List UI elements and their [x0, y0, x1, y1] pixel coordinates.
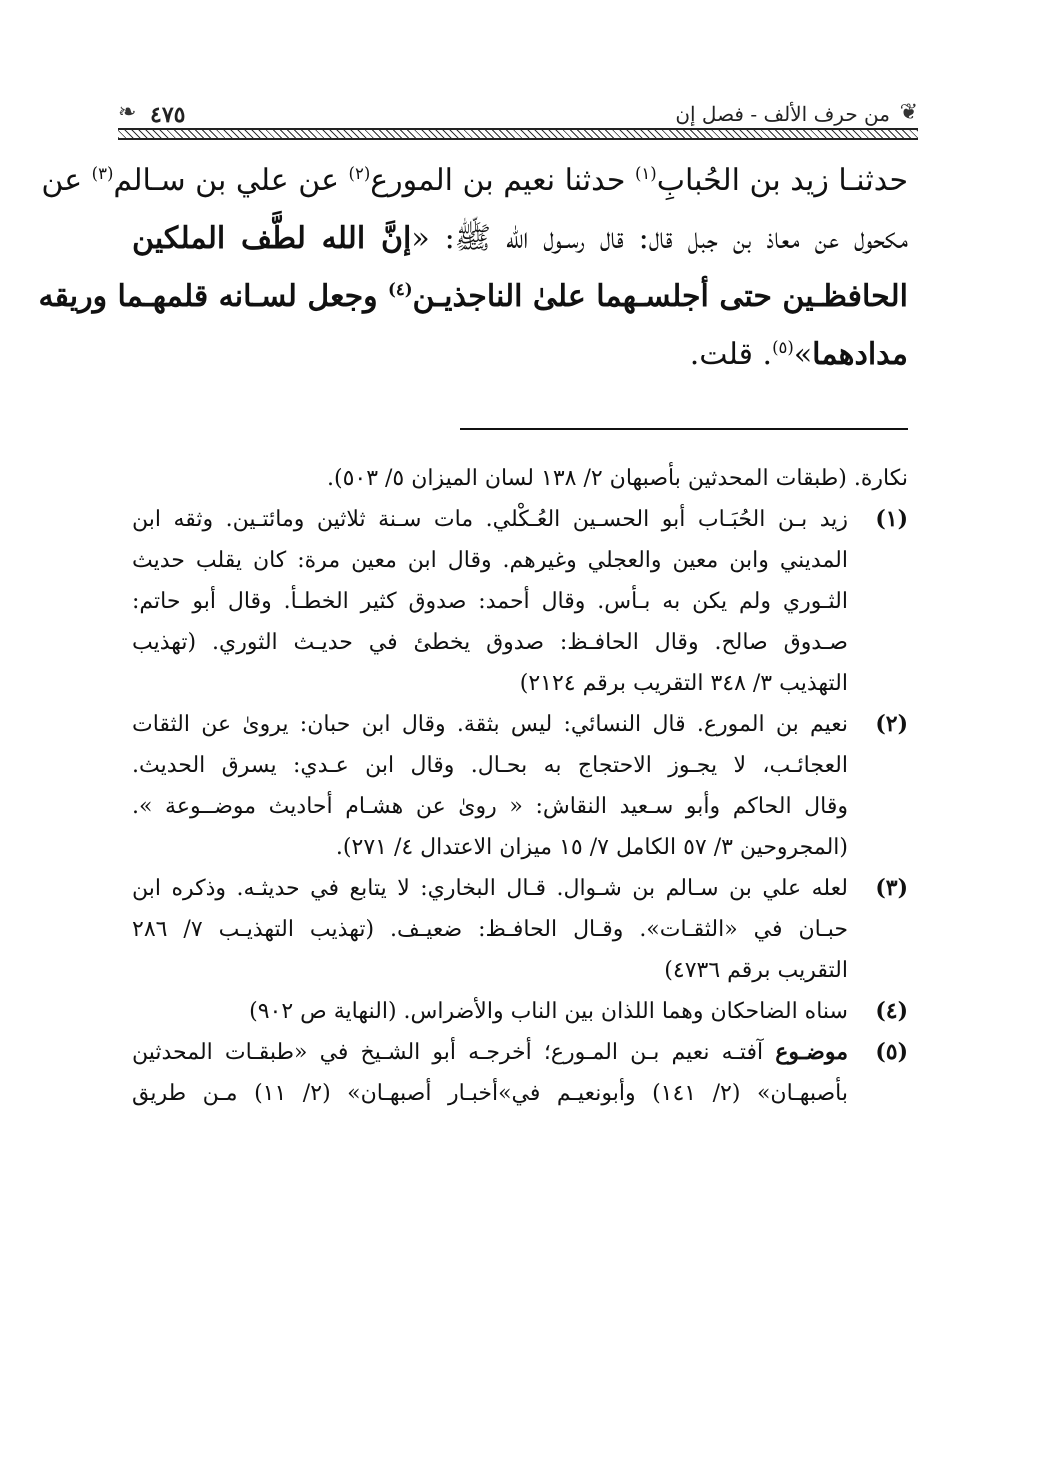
main-line-2: مكحول عن معاذ بن جبل قال: قال رسـول الله ﷺ: «إنَّ الله لطَّف الملكين: [132, 221, 909, 256]
footnote-ref-2: (٢): [348, 164, 371, 183]
footnote-ref-3: (٣): [91, 164, 114, 183]
footnote-number: (٥): [875, 1039, 908, 1065]
footnote-separator: [460, 428, 908, 430]
footnote-5: (٥)موضـوع آفتـه نعيم بـن المـورع؛ أخرجـه أبو الشـيخ في «طبقـات المحدثين: [132, 1032, 908, 1073]
footnote-number: (١): [875, 506, 908, 532]
footnote-2-line: (المجروحين ٣/ ٥٧ الكامل ٧/ ١٥ ميزان الاعتدال ٤/ ٢٧١).: [335, 835, 848, 860]
footnote-ref-1: (١): [634, 164, 657, 183]
page-header: [118, 98, 918, 138]
header-rule: [118, 128, 918, 140]
footnote-3-line: حبـان في «الثقـات». وقـال الحافـظ: ضعيـف. (تهذيب التهذيـب ٧/ ٢٨٦: [132, 917, 849, 942]
footnote-3-line: التقريب برقم ٤٧٣٦): [664, 958, 848, 983]
footnote-3: (٣)لعله علي بن سـالم بن شـوال. قـال البخاري: لا يتابع في حديثـه. وذكره ابن: [132, 868, 908, 909]
main-line-4: مدادهما»$^{(٥)}$. قلت.: [689, 337, 908, 372]
footnote-continuation: نكارة. (طبقات المحدثين بأصبهان ٢/ ١٣٨ لسان الميزان ٥/ ٥٠٣).: [326, 466, 908, 491]
footnote-number: (٢): [875, 711, 908, 737]
footnote-1-line: التهذيب ٣/ ٣٤٨ التقريب برقم ٢١٢٤): [519, 671, 848, 696]
footnote-5-line: بأصبهـان» (٢/ ١٤١) وأبونعيـم في»أخبـار أصبهـان» (٢/ ١١) مـن طريق: [132, 1081, 849, 1106]
main-line-1: حدثنـا زيد بن الحُبابِ$^{(١)}$ حدثنا نعيم بن المورع$^{(٢)}$ عن علي بن سـالم$^{(٣)}$ عن: [41, 163, 908, 198]
footnote-ref-4: (٤): [388, 280, 413, 299]
header-ornament-right-icon: ❦: [899, 100, 918, 125]
footnote-number: (٤): [875, 998, 908, 1024]
footnote-2: (٢)نعيم بن المورع. قال النسائي: ليس بثقة. وقال ابن حبان: يروىٰ عن الثقات: [132, 704, 908, 745]
footnote-1-line: الثـوري ولم يكن به بـأس. وقال أحمد: صدوق كثير الخطـأ. وقال أبو حاتم:: [132, 589, 848, 614]
footnote-1-line: المديني وابن معين والعجلي وغيرهم. وقال ابن معين مرة: كان يقلب حديث: [132, 548, 848, 573]
footnote-1-line: صـدوق صالح. وقال الحافـظ: صدوق يخطئ في حديـث الثوري. (تهذيب: [132, 630, 848, 655]
header-ornament-left-icon: ❧: [118, 100, 137, 125]
footnote-number: (٣): [875, 875, 908, 901]
hadith-text: إنَّ الله لطَّف الملكين: [132, 221, 412, 256]
running-title: من حرف الألف - فصل إن: [675, 102, 890, 126]
main-text: [38, 152, 909, 384]
main-line-3: الحافظـين حتى أجلسـهما علىٰ الناجذيـن$^{(٤)}$ وجعل لسـانه قلمهـما وريقه: [38, 279, 908, 314]
footnote-4: (٤)سناه الضاحكان وهما اللذان بين الناب والأضراس. (النهاية ص ٩٠٢): [132, 991, 908, 1032]
footnote-1: (١)زيد بـن الحُبَـاب أبو الحسـين العُـكْلي. مات سـنة ثلاثين ومائتـين. وثقه ابن: [132, 499, 908, 540]
page-number: ٤٧٥: [150, 102, 186, 128]
footnote-2-line: وقال الحاكم وأبو سـعيد النقاش: « روىٰ عن هشـام أحاديث موضــوعة ».: [132, 794, 848, 819]
footnote-2-line: العجائـب، لا يجـوز الاحتجاج به بحـال. وقال ابن عـدي: يسرق الحديث.: [132, 753, 848, 778]
footnotes: [132, 458, 908, 1114]
footnote-ref-5: (٥): [772, 338, 794, 357]
